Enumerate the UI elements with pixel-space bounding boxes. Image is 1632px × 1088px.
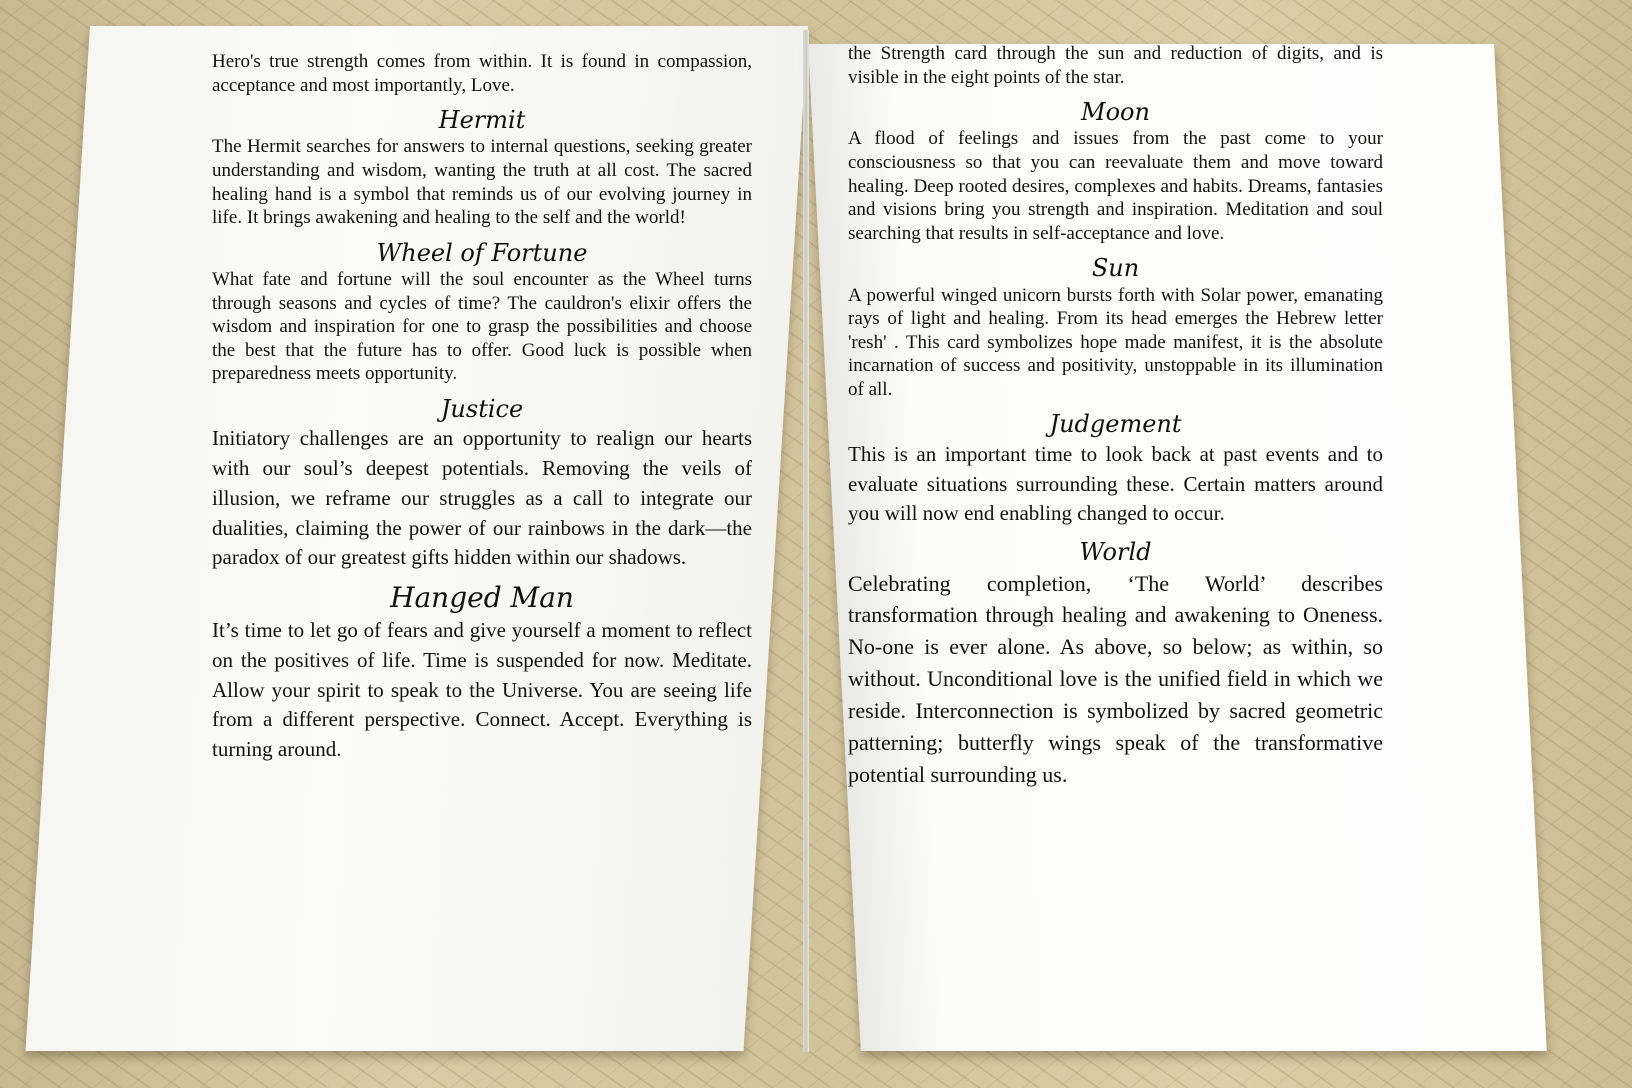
booklet-spine — [803, 30, 809, 1052]
section-title-moon: Moon — [1081, 98, 1150, 127]
section-title-wheel-of-fortune: Wheel of Fortune — [376, 238, 588, 267]
section-title-hermit: Hermit — [438, 106, 526, 135]
right-page-text — [848, 42, 1383, 791]
section-text-moon: A flood of feelings and issues from the past come to your consciousness so that you can reevaluate them and move toward healing. Deep rooted desires, complexes and habits. Dreams, fantasies and visions bring you strength and inspiration. Meditation and soul searching that results in self-acceptance and love. — [848, 128, 1383, 244]
section-text-wheel-of-fortune: What fate and fortune will the soul encounter as the Wheel turns through seasons and cycles of time? The cauldron's elixir offers the wisdom and inspiration for one to grasp the possibilities and choose the best that the future has to offer. Good luck is possible when preparedness meets opportunity. — [212, 269, 752, 385]
section-judgement — [848, 411, 1383, 529]
section-moon — [848, 99, 1383, 245]
section-title-judgement: Judgement — [1049, 410, 1182, 439]
section-text-sun: A powerful winged unicorn bursts forth with Solar power, emanating rays of light and healing. From its head emerges the Hebrew letter 'resh' . This card symbolizes hope made manifest, it is the absolute incarnation of success and positivity, unstoppable in its illumination of all. — [848, 284, 1383, 400]
section-title-world: World — [1079, 538, 1152, 567]
left-page-text — [212, 50, 752, 765]
left-intro-text: Hero's true strength comes from within. It is found in compassion, acceptance and most importantly, Love. — [212, 51, 752, 96]
section-justice — [212, 396, 752, 573]
section-wheel-of-fortune — [212, 240, 752, 386]
section-title-justice: Justice — [440, 394, 524, 423]
section-title-sun: Sun — [1091, 254, 1140, 283]
section-text-judgement: This is an important time to look back at past events and to evaluate situations surrounding these. Certain matters around you will now end enabling changed to occur. — [848, 441, 1383, 526]
section-hanged-man — [212, 583, 752, 765]
section-text-justice: Initiatory challenges are an opportunity to realign our hearts with our soul’s deepest potentials. Removing the veils of illusion, we reframe our struggles as a call to integrate our dualities, claiming the power of our rainbows in the dark—the paradox of our greatest gifts hidden within our shadows. — [212, 426, 752, 570]
section-sun — [848, 255, 1383, 401]
section-world — [848, 539, 1383, 791]
section-title-hanged-man: Hanged Man — [390, 581, 574, 615]
section-text-hanged-man: It’s time to let go of fears and give yourself a moment to reflect on the positives of life. Time is suspended for now. Meditate. Allow your spirit to speak to the Universe. You are seeing life from a different perspective. Connect. Accept. Everything is turning around. — [212, 618, 752, 762]
right-intro-text: the Strength card through the sun and reduction of digits, and is visible in the eight points of the star. — [848, 43, 1383, 88]
section-text-hermit: The Hermit searches for answers to internal questions, seeking greater understanding and wisdom, wanting the truth at all cost. The sacred healing hand is a symbol that reminds us of our evolving journey in life. It brings awakening and healing to the self and the world! — [212, 136, 752, 229]
section-hermit — [212, 107, 752, 230]
section-text-world: Celebrating completion, ‘The World’ describes transformation through healing and awakening to Oneness. No-one is ever alone. As above, so below; as within, so without. Unconditional love is the unified field in which we reside. Interconnection is symbolized by sacred geometric patterning; butterfly wings speak of the transformative potential surrounding us. — [848, 570, 1383, 787]
